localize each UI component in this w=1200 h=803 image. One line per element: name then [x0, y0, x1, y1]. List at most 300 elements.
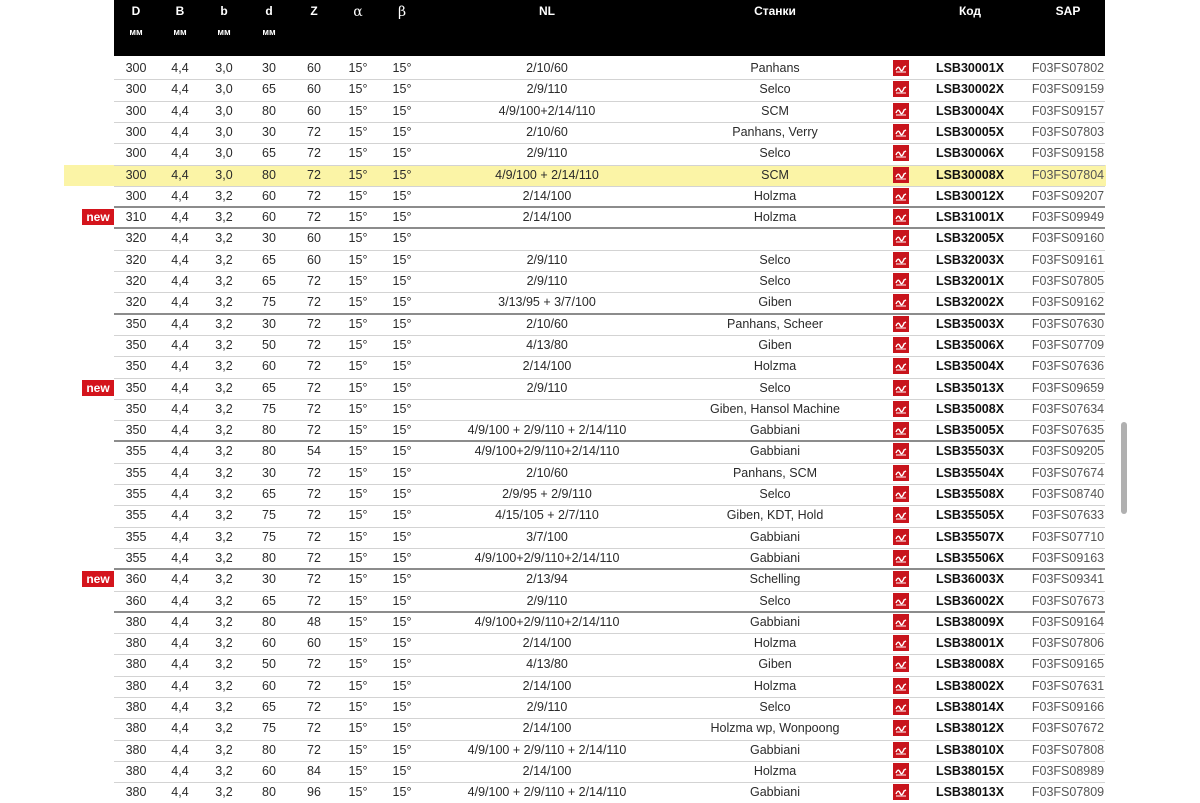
cell-sap: F03FS09162 — [1031, 295, 1105, 310]
cell-B: 4,4 — [171, 657, 189, 672]
cell-code: LSB35013X — [935, 380, 1005, 395]
brand-logo-icon — [893, 593, 909, 609]
cell-D: 355 — [125, 550, 147, 565]
cell-beta: 15° — [392, 487, 412, 501]
cell-Z: 60 — [307, 103, 321, 118]
cell-alpha: 15° — [348, 61, 368, 75]
cell-D: 355 — [125, 465, 147, 480]
cell-B: 4,4 — [171, 274, 189, 288]
cell-Z: 72 — [307, 593, 321, 608]
brand-logo-icon — [893, 763, 909, 779]
cell-b: 3,2 — [215, 487, 233, 501]
cell-B: 4,4 — [171, 316, 189, 331]
cell-Z: 72 — [307, 657, 321, 672]
cell-alpha: 15° — [348, 82, 368, 97]
brand-logo-icon — [893, 422, 909, 438]
table-row[interactable] — [0, 441, 1200, 462]
brand-logo-icon — [893, 145, 909, 161]
cell-code: LSB30012X — [935, 188, 1005, 203]
cell-d: 30 — [262, 316, 276, 331]
cell-Z: 72 — [307, 401, 321, 416]
cell-code: LSB35505X — [935, 508, 1005, 523]
table-row[interactable] — [0, 548, 1200, 569]
cell-code: LSB32002X — [935, 295, 1005, 310]
table-row[interactable] — [0, 463, 1200, 484]
cell-D: 380 — [125, 763, 147, 778]
cell-alpha: 15° — [348, 231, 368, 246]
cell-code: LSB35004X — [935, 359, 1005, 374]
cell-Z: 48 — [307, 614, 321, 629]
cell-machines: Gabbiani — [749, 550, 801, 565]
cell-NL: 2/14/100 — [522, 210, 572, 225]
cell-code: LSB35507X — [935, 529, 1005, 544]
cell-beta: 15° — [392, 380, 412, 395]
cell-NL: 4/9/100+2/9/110+2/14/110 — [474, 444, 620, 459]
table-row[interactable] — [0, 79, 1200, 100]
cell-D: 320 — [125, 231, 147, 246]
cell-Z: 60 — [307, 636, 321, 651]
cell-beta: 15° — [392, 572, 412, 587]
cell-B: 4,4 — [171, 444, 189, 459]
cell-beta: 15° — [392, 700, 412, 714]
cell-Z: 72 — [307, 359, 321, 374]
cell-alpha: 15° — [348, 146, 368, 161]
cell-sap: F03FS07710 — [1031, 529, 1105, 544]
cell-NL: 2/9/110 — [526, 380, 568, 395]
cell-machines: Giben, KDT, Hold — [726, 508, 824, 523]
cell-B: 4,4 — [171, 380, 189, 395]
cell-d: 80 — [262, 785, 276, 800]
cell-d: 30 — [262, 465, 276, 480]
new-badge: new — [82, 571, 114, 587]
cell-sap: F03FS09659 — [1031, 380, 1105, 395]
cell-B: 4,4 — [171, 785, 189, 800]
cell-D: 380 — [125, 742, 147, 757]
cell-beta: 15° — [392, 188, 412, 203]
cell-sap: F03FS07803 — [1031, 124, 1105, 139]
header-b: b — [220, 4, 228, 18]
cell-alpha: 15° — [348, 487, 368, 501]
cell-d: 80 — [262, 423, 276, 438]
brand-logo-icon — [893, 486, 909, 502]
cell-b: 3,0 — [215, 167, 233, 182]
cell-B: 4,4 — [171, 465, 189, 480]
cell-alpha: 15° — [348, 401, 368, 416]
cell-machines: Holzma wp, Wonpoong — [710, 721, 840, 736]
cell-NL: 2/14/100 — [522, 188, 572, 203]
cell-Z: 54 — [307, 444, 321, 459]
table-row[interactable] — [0, 335, 1200, 356]
cell-alpha: 15° — [348, 678, 368, 693]
cell-D: 350 — [125, 337, 147, 352]
cell-sap: F03FS09165 — [1031, 657, 1105, 672]
cell-Z: 72 — [307, 529, 321, 544]
cell-B: 4,4 — [171, 167, 189, 182]
cell-code: LSB38015X — [935, 763, 1005, 778]
brand-logo-icon — [893, 699, 909, 715]
cell-D: 355 — [125, 529, 147, 544]
cell-beta: 15° — [392, 61, 412, 75]
cell-sap: F03FS07673 — [1031, 593, 1105, 608]
cell-D: 355 — [125, 444, 147, 459]
cell-b: 3,0 — [215, 146, 233, 161]
new-badge: new — [82, 209, 114, 225]
cell-code: LSB35003X — [935, 316, 1005, 331]
cell-NL: 3/13/95 + 3/7/100 — [498, 295, 596, 310]
cell-alpha: 15° — [348, 614, 368, 629]
cell-alpha: 15° — [348, 742, 368, 757]
table-row[interactable] — [0, 505, 1200, 526]
cell-alpha: 15° — [348, 444, 368, 459]
table-row[interactable] — [0, 58, 1200, 79]
cell-D: 320 — [125, 252, 147, 267]
table-row[interactable] — [0, 314, 1200, 335]
table-row[interactable] — [0, 122, 1200, 143]
cell-B: 4,4 — [171, 295, 189, 310]
cell-B: 4,4 — [171, 210, 189, 225]
cell-B: 4,4 — [171, 763, 189, 778]
header-alpha: α — [353, 4, 363, 20]
cell-sap: F03FS07674 — [1031, 465, 1105, 480]
cell-b: 3,2 — [215, 721, 233, 736]
cell-machines: Giben — [758, 657, 792, 672]
brand-logo-icon — [893, 529, 909, 545]
table-row[interactable] — [0, 101, 1200, 122]
cell-beta: 15° — [392, 785, 412, 800]
cell-alpha: 15° — [348, 337, 368, 352]
cell-machines: Selco — [759, 700, 791, 714]
brand-logo-icon — [893, 571, 909, 587]
table-row[interactable] — [0, 527, 1200, 548]
brand-logo-icon — [893, 209, 909, 225]
cell-code: LSB30002X — [935, 82, 1005, 97]
cell-machines: Panhans, Verry — [732, 124, 818, 139]
cell-machines: Selco — [759, 82, 791, 97]
cell-d: 80 — [262, 444, 276, 459]
cell-B: 4,4 — [171, 252, 189, 267]
header-D: D — [131, 4, 141, 18]
cell-NL: 2/14/100 — [522, 678, 572, 693]
cell-NL: 4/9/100 + 2/14/110 — [495, 167, 599, 182]
cell-Z: 60 — [307, 231, 321, 246]
cell-Z: 60 — [307, 82, 321, 97]
cell-code: LSB35503X — [935, 444, 1005, 459]
cell-beta: 15° — [392, 316, 412, 331]
cell-D: 350 — [125, 380, 147, 395]
cell-beta: 15° — [392, 295, 412, 310]
cell-beta: 15° — [392, 508, 412, 523]
cell-B: 4,4 — [171, 103, 189, 118]
cell-code: LSB38014X — [935, 700, 1005, 714]
cell-sap: F03FS07630 — [1031, 316, 1105, 331]
table-row[interactable] — [0, 420, 1200, 441]
cell-alpha: 15° — [348, 572, 368, 587]
cell-B: 4,4 — [171, 508, 189, 523]
cell-NL: 4/9/100+2/9/110+2/14/110 — [474, 550, 620, 565]
cell-D: 300 — [125, 61, 147, 75]
cell-Z: 72 — [307, 146, 321, 161]
new-badge: new — [82, 380, 114, 396]
cell-B: 4,4 — [171, 572, 189, 587]
cell-b: 3,2 — [215, 572, 233, 587]
cell-Z: 72 — [307, 210, 321, 225]
brand-logo-icon — [893, 720, 909, 736]
cell-b: 3,2 — [215, 316, 233, 331]
cell-beta: 15° — [392, 657, 412, 672]
cell-d: 60 — [262, 188, 276, 203]
cell-b: 3,2 — [215, 593, 233, 608]
cell-d: 80 — [262, 103, 276, 118]
cell-b: 3,0 — [215, 82, 233, 97]
cell-sap: F03FS09161 — [1031, 252, 1105, 267]
cell-Z: 72 — [307, 316, 321, 331]
cell-machines: SCM — [761, 103, 789, 118]
cell-alpha: 15° — [348, 295, 368, 310]
cell-machines: Gabbiani — [749, 614, 801, 629]
table-row[interactable] — [0, 569, 1200, 590]
cell-alpha: 15° — [348, 188, 368, 203]
cell-code: LSB38012X — [935, 721, 1005, 736]
brand-logo-icon — [893, 81, 909, 97]
cell-Z: 72 — [307, 188, 321, 203]
cell-code: LSB30005X — [935, 124, 1005, 139]
cell-D: 380 — [125, 657, 147, 672]
brand-logo-icon — [893, 550, 909, 566]
cell-b: 3,2 — [215, 423, 233, 438]
cell-d: 30 — [262, 61, 276, 75]
cell-B: 4,4 — [171, 423, 189, 438]
cell-d: 50 — [262, 657, 276, 672]
cell-D: 350 — [125, 359, 147, 374]
cell-D: 350 — [125, 401, 147, 416]
cell-machines: Panhans, Scheer — [727, 316, 823, 331]
cell-alpha: 15° — [348, 465, 368, 480]
cell-alpha: 15° — [348, 763, 368, 778]
cell-D: 355 — [125, 487, 147, 501]
cell-beta: 15° — [392, 550, 412, 565]
cell-Z: 72 — [307, 742, 321, 757]
cell-beta: 15° — [392, 359, 412, 374]
cell-sap: F03FS07806 — [1031, 636, 1105, 651]
table-row[interactable] — [0, 612, 1200, 633]
cell-B: 4,4 — [171, 700, 189, 714]
cell-machines: Selco — [759, 146, 791, 161]
cell-alpha: 15° — [348, 380, 368, 395]
table-row[interactable] — [0, 271, 1200, 292]
cell-alpha: 15° — [348, 423, 368, 438]
cell-d: 30 — [262, 231, 276, 246]
cell-B: 4,4 — [171, 146, 189, 161]
cell-D: 300 — [125, 188, 147, 203]
table-row[interactable] — [0, 761, 1200, 782]
table-row[interactable] — [0, 654, 1200, 675]
cell-code: LSB35005X — [935, 423, 1005, 438]
cell-D: 320 — [125, 295, 147, 310]
table-row[interactable] — [0, 143, 1200, 164]
cell-machines: Holzma — [753, 210, 797, 225]
cell-sap: F03FS09159 — [1031, 82, 1105, 97]
brand-logo-icon — [893, 124, 909, 140]
table-row[interactable] — [0, 186, 1200, 207]
cell-B: 4,4 — [171, 636, 189, 651]
cell-D: 300 — [125, 124, 147, 139]
cell-NL: 2/10/60 — [526, 124, 568, 139]
table-row[interactable] — [0, 250, 1200, 271]
cell-alpha: 15° — [348, 167, 368, 182]
cell-alpha: 15° — [348, 316, 368, 331]
header-code: Код — [958, 4, 982, 18]
cell-alpha: 15° — [348, 700, 368, 714]
brand-logo-icon — [893, 443, 909, 459]
brand-logo-icon — [893, 742, 909, 758]
brand-logo-icon — [893, 465, 909, 481]
cell-b: 3,2 — [215, 614, 233, 629]
cell-beta: 15° — [392, 167, 412, 182]
cell-code: LSB32005X — [935, 231, 1005, 246]
cell-alpha: 15° — [348, 210, 368, 225]
cell-sap: F03FS09949 — [1031, 210, 1105, 225]
cell-D: 360 — [125, 572, 147, 587]
cell-code: LSB31001X — [935, 210, 1005, 225]
header-unit-B: мм — [173, 27, 187, 37]
header-machines: Станки — [754, 4, 796, 18]
cell-sap: F03FS09164 — [1031, 614, 1105, 629]
cell-B: 4,4 — [171, 529, 189, 544]
cell-b: 3,2 — [215, 465, 233, 480]
cell-b: 3,2 — [215, 231, 233, 246]
brand-logo-icon — [893, 614, 909, 630]
cell-b: 3,2 — [215, 380, 233, 395]
cell-d: 30 — [262, 124, 276, 139]
cell-machines: Giben, Hansol Machine — [710, 401, 840, 416]
cell-Z: 72 — [307, 337, 321, 352]
cell-machines: Holzma — [753, 763, 797, 778]
table-row[interactable] — [0, 399, 1200, 420]
cell-b: 3,2 — [215, 657, 233, 672]
cell-Z: 72 — [307, 721, 321, 736]
table-row[interactable] — [0, 633, 1200, 654]
table-row[interactable] — [0, 292, 1200, 313]
cell-sap: F03FS09158 — [1031, 146, 1105, 161]
table-row[interactable] — [0, 740, 1200, 761]
cell-beta: 15° — [392, 401, 412, 416]
cell-beta: 15° — [392, 678, 412, 693]
cell-D: 355 — [125, 508, 147, 523]
cell-B: 4,4 — [171, 337, 189, 352]
cell-alpha: 15° — [348, 508, 368, 523]
cell-D: 380 — [125, 700, 147, 714]
header-unit-b: мм — [217, 27, 231, 37]
cell-code: LSB32003X — [935, 252, 1005, 267]
cell-d: 30 — [262, 572, 276, 587]
cell-b: 3,2 — [215, 359, 233, 374]
cell-D: 350 — [125, 316, 147, 331]
cell-b: 3,2 — [215, 550, 233, 565]
cell-machines: Panhans, SCM — [732, 465, 818, 480]
cell-D: 300 — [125, 146, 147, 161]
table-row[interactable] — [0, 484, 1200, 505]
cell-code: LSB36002X — [935, 593, 1005, 608]
table-row[interactable] — [0, 378, 1200, 399]
cell-d: 80 — [262, 550, 276, 565]
cell-B: 4,4 — [171, 487, 189, 501]
cell-Z: 72 — [307, 700, 321, 714]
table-row[interactable] — [0, 718, 1200, 739]
cell-Z: 60 — [307, 61, 321, 75]
cell-beta: 15° — [392, 529, 412, 544]
header-sap: SAP — [1055, 4, 1081, 18]
brand-logo-icon — [893, 635, 909, 651]
table-header — [114, 0, 1105, 56]
cell-Z: 72 — [307, 380, 321, 395]
cell-D: 300 — [125, 167, 147, 182]
cell-beta: 15° — [392, 763, 412, 778]
cell-alpha: 15° — [348, 593, 368, 608]
table-row[interactable] — [0, 207, 1200, 228]
table-row[interactable] — [0, 356, 1200, 377]
table-row[interactable] — [0, 676, 1200, 697]
table-row[interactable] — [0, 228, 1200, 249]
cell-alpha: 15° — [348, 252, 368, 267]
cell-D: 300 — [125, 103, 147, 118]
cell-d: 65 — [262, 252, 276, 267]
cell-b: 3,2 — [215, 785, 233, 800]
cell-beta: 15° — [392, 337, 412, 352]
cell-sap: F03FS09207 — [1031, 188, 1105, 203]
cell-machines: Gabbiani — [749, 742, 801, 757]
scrollbar[interactable] — [1121, 422, 1127, 514]
cell-NL: 2/14/100 — [522, 359, 572, 374]
table-row[interactable] — [0, 591, 1200, 612]
table-row[interactable] — [0, 697, 1200, 718]
cell-Z: 72 — [307, 423, 321, 438]
cell-beta: 15° — [392, 210, 412, 225]
cell-D: 380 — [125, 785, 147, 800]
brand-logo-icon — [893, 380, 909, 396]
cell-beta: 15° — [392, 465, 412, 480]
cell-Z: 72 — [307, 550, 321, 565]
cell-beta: 15° — [392, 82, 412, 97]
cell-NL: 2/9/110 — [526, 82, 568, 97]
brand-logo-icon — [893, 230, 909, 246]
cell-beta: 15° — [392, 593, 412, 608]
cell-beta: 15° — [392, 124, 412, 139]
cell-NL: 4/9/100+2/14/110 — [498, 103, 596, 118]
cell-NL — [424, 228, 670, 249]
cell-machines: Giben — [758, 295, 792, 310]
cell-beta: 15° — [392, 444, 412, 459]
cell-NL: 2/13/94 — [526, 572, 568, 587]
cell-code: LSB30008X — [935, 167, 1005, 182]
cell-sap: F03FS07809 — [1031, 785, 1105, 800]
cell-code: LSB35006X — [935, 337, 1005, 352]
cell-NL: 2/9/95 + 2/9/110 — [502, 487, 592, 501]
cell-NL: 4/9/100+2/9/110+2/14/110 — [474, 614, 620, 629]
cell-beta: 15° — [392, 614, 412, 629]
cell-D: 320 — [125, 274, 147, 288]
cell-alpha: 15° — [348, 785, 368, 800]
cell-sap: F03FS07709 — [1031, 337, 1105, 352]
cell-sap: F03FS09341 — [1031, 572, 1105, 587]
table-row[interactable] — [0, 165, 1200, 186]
cell-Z: 72 — [307, 274, 321, 288]
cell-NL: 2/14/100 — [522, 763, 572, 778]
cell-code: LSB32001X — [935, 274, 1005, 288]
cell-code: LSB38008X — [935, 657, 1005, 672]
cell-d: 75 — [262, 295, 276, 310]
cell-B: 4,4 — [171, 742, 189, 757]
cell-B: 4,4 — [171, 359, 189, 374]
